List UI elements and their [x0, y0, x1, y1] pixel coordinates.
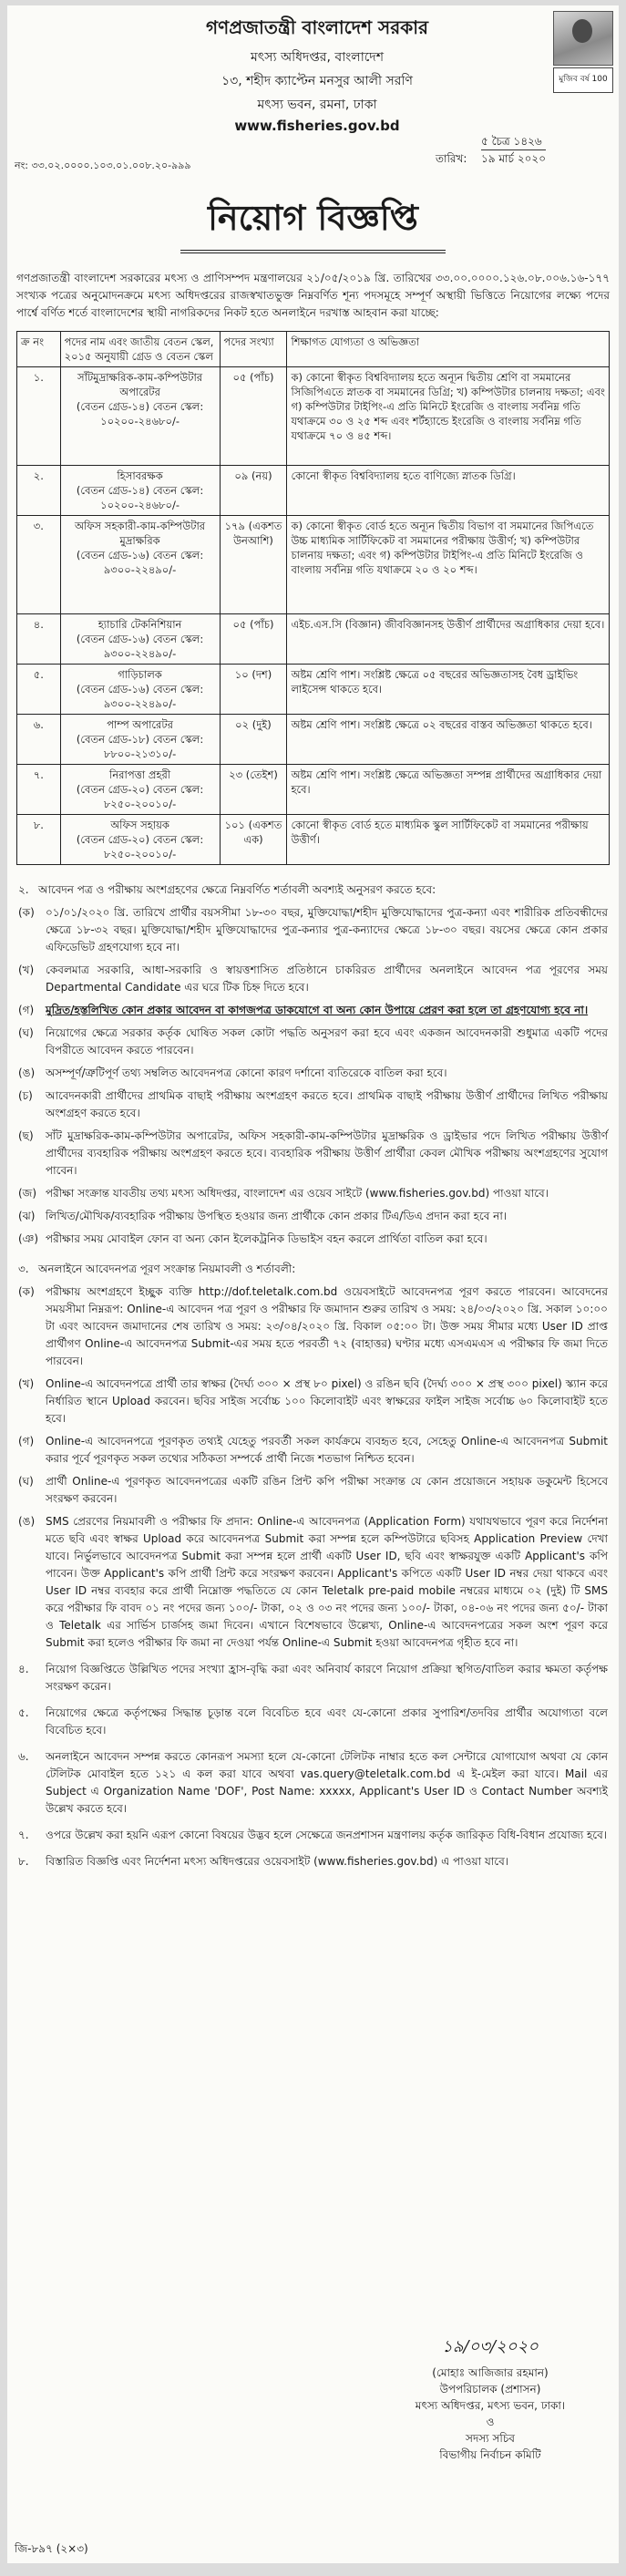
rule-item — [18, 1513, 608, 1652]
item-text: ০১/০১/২০২০ খ্রি. তারিখে প্রার্থীর বয়সসীমা ১৮-৩০ বছর, মুক্তিযোদ্ধা/শহীদ মুক্তিযোদ্ধাদের পুত্র-কন্যা এবং শারীরিক প্রতিবন্ধীদের ক্ষেত্রে ১৮-৩২ বছর। মুক্তিযোদ্ধা/শহীদ মুক্তিযোদ্ধাদের পুত্র-কন্যার পুত্র-কন্যাদের ক্ষেত্রে ১৮-৩০ বছর। বয়সের ক্ষেত্রে কোন প্রকার এফিডেভিট গ্রহণযোগ্য হবে না। — [46, 906, 608, 953]
item-text: প্রার্থী Online-এ পূরণকৃত আবেদনপত্রের একটি রঙিন প্রিন্ট কপি পরীক্ষা সংক্রান্ত যে কোন প্রয়োজনে সহায়ক ডকুমেন্ট হিসেবে সংরক্ষণ করবেন। — [46, 1475, 608, 1505]
section-text: বিস্তারিত বিজ্ঞপ্তি এবং নির্দেশনা মৎস্য অধিদপ্তরের ওয়েবসাইট (www.fisheries.gov.bd) এ পাওয়া যাবে। — [46, 1855, 509, 1868]
intro-paragraph: গণপ্রজাতন্ত্রী বাংলাদেশ সরকারের মৎস্য ও প্রাণিসম্পদ মন্ত্রণালয়ের ২১/০৫/২০১৯ খ্রি. তারিখের ৩৩.০০.০০০০.১২৬.০৮.০০৬.১৬-১৭৭ সংখ্যক পত্রের অনুমোদনক্রমে মৎস্য অধিদপ্তরের রাজস্বখাতভুক্ত নিম্নবর্ণিত শূন্য পদসমূহে সম্পূর্ণ অস্থায়ী ভিত্তিতে নিয়োগের লক্ষ্যে পদের পার্শ্বে বর্ণিত শর্তে বাংলাদেশের স্থায়ী নাগরিকদের নিকট হতে অনলাইনে দরখাস্ত আহবান করা যাচ্ছে: — [16, 272, 610, 319]
department-name: মৎস্য অধিদপ্তর, বাংলাদেশ — [250, 50, 385, 65]
post-scale: (বেতন গ্রেড-১৬) বেতন স্কেল: ৯৩০০-২২৪৯০/- — [76, 633, 204, 660]
row-post — [60, 466, 220, 516]
section-5-row — [18, 1705, 608, 1739]
row-qualification: কোনো স্বীকৃত বিশ্ববিদ্যালয় হতে বাণিজ্যে স্নাতক ডিগ্রি। — [287, 466, 610, 516]
date-bangla: ৫ চৈত্র ১৪২৬ — [481, 133, 546, 150]
item-text: মুদ্রিত/হস্তলিখিত কোন প্রকার আবেদন বা কাগজপত্র ডাকযোগে বা অন্য কোন উপায়ে প্রেরণ করা হলে তা গ্রহণযোগ্য হবে না। — [46, 1004, 589, 1016]
row-post — [60, 367, 220, 466]
item-label: (ঘ) — [18, 1475, 34, 1488]
section-7 — [18, 1827, 608, 1844]
row-qualification: অষ্টম শ্রেণি পাশ। সংশ্লিষ্ট ক্ষেত্রে ০২ বছরের বাস্তব অভিজ্ঞতা থাকতে হবে। — [287, 715, 610, 765]
post-name: অফিস সহকারী-কাম-কম্পিউটার মুদ্রাক্ষরিক — [74, 520, 206, 547]
row-qualification: এইচ.এস.সি (বিজ্ঞান) জীববিজ্ঞানসহ উত্তীর্ণ প্রার্থীদের অগ্রাধিকার দেয়া হবে। — [287, 614, 610, 665]
post-scale: (বেতন গ্রেড-২০) বেতন স্কেল: ৮২৫০-২০০১০/- — [76, 783, 204, 810]
row-post — [60, 516, 220, 614]
section-text: নিয়োগের ক্ষেত্রে কর্তৃপক্ষের সিদ্ধান্ত চূড়ান্ত বলে বিবেচিত হবে এবং যে-কোনো প্রকার সুপারিশ/তদবির প্রার্থীর অযোগ্যতা বলে বিবেচিত হবে। — [46, 1706, 608, 1736]
item-label: (গ) — [18, 1435, 35, 1448]
item-label: (ঙ) — [18, 1515, 36, 1528]
item-text: সাঁট মুদ্রাক্ষরিক-কাম-কম্পিউটার অপারেটর, অফিস সহকারী-কাম-কম্পিউটার মুদ্রাক্ষরিক ও ড্রাইভার পদে লিখিত পরীক্ষায় উত্তীর্ণ প্রার্থীদের ব্যবহারিক পরীক্ষায় অংশগ্রহণ করতে হবে। ব্যবহারিক পরীক্ষায় উত্তীর্ণ প্রার্থীরা কেবল মৌখিক পরীক্ষায় অংশগ্রহণের সুযোগ পাবেন। — [46, 1129, 608, 1177]
item-label: (গ) — [18, 1004, 35, 1016]
post-name: অফিস সহায়ক — [110, 819, 169, 831]
section-heading-text: আবেদন পত্র ও পরীক্ষায় অংশগ্রহণের ক্ষেত্রে নিম্নবর্ণিত শর্তাবলী অবশ্যই অনুসরণ করতে হবে: — [38, 883, 436, 896]
memo-number: নং: ৩৩.০২.০০০০.১০৩.০১.০০৮.২০-৯৯৯ — [15, 160, 191, 171]
section-6-row — [18, 1748, 608, 1818]
row-count: ২৩ (তেইশ) — [220, 765, 287, 815]
post-name: হিসাবরক্ষক — [117, 469, 163, 482]
signatory-office: মৎস্য অধিদপ্তর, মৎস্য ভবন, ঢাকা। — [415, 2399, 566, 2412]
condition-item — [18, 1025, 608, 1059]
signature-block — [372, 2339, 609, 2463]
section-number: ২. — [18, 883, 29, 896]
condition-item — [18, 1087, 608, 1122]
condition-item — [18, 962, 608, 996]
table-row — [17, 466, 610, 516]
item-text: নিয়োগের ক্ষেত্রে সরকার কর্তৃক ঘোষিত সকল কোটা পদ্ধতি অনুসরণ করা হবে এবং একজন আবেদনকারী শুধুমাত্র একটি পদের বিপরীতে আবেদন করতে পারবেন। — [46, 1026, 608, 1056]
condition-item — [18, 1065, 608, 1082]
section-number: ৮. — [18, 1855, 29, 1868]
row-post — [60, 715, 220, 765]
table-row — [17, 715, 610, 765]
item-label: (ঘ) — [18, 1026, 34, 1039]
post-scale: (বেতন গ্রেড-২০) বেতন স্কেল: ৮২৫০-২০০১০/- — [76, 833, 204, 860]
item-text: আবেদনকারী প্রার্থীদের প্রাথমিক বাছাই পরীক্ষায় অংশগ্রহণ করতে হবে। প্রাথমিক বাছাই পরীক্ষায় উত্তীর্ণ প্রার্থীদের লিখিত পরীক্ষায় অংশগ্রহণ করতে হবে। — [46, 1089, 608, 1119]
row-count: ০৯ (নয়) — [220, 466, 287, 516]
title-wrap — [7, 191, 619, 253]
portrait-image — [553, 11, 613, 66]
item-text: পরীক্ষায় অংশগ্রহণে ইচ্ছুক ব্যক্তি http://dof.teletalk.com.bd ওয়েবসাইটে আবেদনপত্র পূরণ করতে পারবেন। আবেদনের সময়সীমা নিম্নরূপ: Online-এ আবেদন পত্র পূরণ ও পরীক্ষার ফি জমাদান শুরুর তারিখ ও সময়: ২৪/০৩/২০২০ খ্রি. সকাল ১০:০০ টা এবং আবেদন জমাদানের শেষ তারিখ ও সময়: ২৩/০৪/২০২০ খ্রি. বিকাল ০৫:০০ টা। উক্ত সময় সীমার মধ্যে User ID প্রাপ্ত প্রার্থীগণ Online-এ আবেদনপত্র Submit-এর সময় হতে পরবর্তী ৭২ (বাহাত্তর) ঘণ্টার মধ্যে এসএমএস এ পরীক্ষার ফি জমা দিতে পারবেন। — [46, 1285, 608, 1367]
row-qualification: ক) কোনো স্বীকৃত বোর্ড হতে অন্যূন দ্বিতীয় বিভাগ বা সমমানের জিপিএতে উচ্চ মাধ্যমিক সার্টিফিকেট বা সমমানের পরীক্ষায় উত্তীর্ণ; খ) কম্পিউটার চালনায় দক্ষতা; এবং গ) কম্পিউটার টাইপিং-এ প্রতি মিনিটে ইংরেজি ও বাংলায় সর্বনিম্ন গতি যথাক্রমে ২০ ও ২০ শব্দ। — [287, 516, 610, 614]
date-english: ১৯ মার্চ ২০২০ — [481, 152, 547, 165]
table-row — [17, 367, 610, 466]
row-post — [60, 614, 220, 665]
item-text: Online-এ আবেদনপত্রে প্রার্থী তার স্বাক্ষর (দৈর্ঘ্য ৩০০ × প্রস্থ ৮০ pixel) ও রঙিন ছবি (দৈর্ঘ্য ৩০০ × প্রস্থ ৩০০ pixel) স্ক্যান করে নির্ধারিত স্থানে Upload করবেন। ছবির সাইজ সর্বোচ্চ ১০০ কিলোবাইট এবং স্বাক্ষরের ফাইল সাইজ সর্বোচ্চ ৬০ কিলোবাইট হতে হবে। — [46, 1377, 608, 1425]
date-block — [481, 133, 546, 167]
signatory-designation: উপপরিচালক (প্রশাসন) — [439, 2383, 541, 2396]
section-4-row — [18, 1661, 608, 1695]
item-label: (চ) — [18, 1089, 33, 1102]
section-number: ৫. — [18, 1706, 29, 1719]
condition-item — [18, 1231, 608, 1248]
table-row — [17, 614, 610, 665]
row-post — [60, 815, 220, 865]
section-heading-text: অনলাইনে আবেদনপত্র পূরণ সংক্রান্ত নিয়মাবলী ও শর্তাবলী: — [38, 1262, 296, 1275]
website-link[interactable]: www.fisheries.gov.bd — [234, 118, 400, 134]
section-3 — [18, 1261, 608, 1652]
vacancy-table — [16, 331, 610, 865]
row-serial: ৬. — [17, 715, 61, 765]
item-label: (ঞ) — [18, 1232, 39, 1245]
row-count: ০৫ (পাঁচ) — [220, 367, 287, 466]
rule-item — [18, 1473, 608, 1508]
condition-item — [18, 1002, 608, 1019]
row-count: ০২ (দুই) — [220, 715, 287, 765]
post-scale: (বেতন গ্রেড-১৬) বেতন স্কেল: ৯৩০০-২২৪৯০/- — [76, 549, 204, 576]
row-serial: ৩. — [17, 516, 61, 614]
section-number: ৪. — [18, 1663, 29, 1675]
post-name: গাড়িচালক — [118, 668, 162, 681]
col-qualification: শিক্ষাগত যোগ্যতা ও অভিজ্ঞতা — [287, 332, 610, 367]
item-label: (ঙ) — [18, 1066, 36, 1079]
condition-item — [18, 1128, 608, 1180]
section-number: ৬. — [18, 1750, 29, 1763]
col-count: পদের সংখ্যা — [220, 332, 287, 367]
item-text: পরীক্ষার সময় মোবাইল ফোন বা অন্য কোন ইলেকট্রনিক ডিভাইস বহন করলে প্রার্থিতা বাতিল করা হবে। — [46, 1232, 487, 1245]
post-scale: (বেতন গ্রেড-১৮) বেতন স্কেল: ৮৮০০-২১৩১০/- — [76, 733, 204, 760]
row-count: ১৭৯ (একশত উনআশি) — [220, 516, 287, 614]
notice-title: নিয়োগ বিজ্ঞপ্তি — [180, 191, 446, 253]
item-label: (ছ) — [18, 1129, 34, 1142]
row-qualification: কোনো স্বীকৃত বোর্ড হতে মাধ্যমিক স্কুল সার্টিফিকেট বা সমমানের পরীক্ষায় উত্তীর্ণ। — [287, 815, 610, 865]
col-post: পদের নাম এবং জাতীয় বেতন স্কেল, ২০১৫ অনুযায়ী গ্রেড ও বেতন স্কেল — [60, 332, 220, 367]
section-7-row — [18, 1827, 608, 1844]
date-label: তারিখ: — [436, 152, 467, 165]
post-name: পাম্প অপারেটর — [107, 718, 173, 731]
signatory-committee: বিভাগীয় নির্বাচন কমিটি — [439, 2448, 541, 2461]
footer-code: জি-৮৯৭ (২×৩) — [15, 2542, 88, 2555]
table-header-row — [17, 332, 610, 367]
section-8-row — [18, 1853, 608, 1870]
item-label: (ক) — [18, 1285, 35, 1298]
row-post — [60, 665, 220, 715]
row-count: ০৫ (পাঁচ) — [220, 614, 287, 665]
row-serial: ১. — [17, 367, 61, 466]
building-line: মৎস্য ভবন, রমনা, ঢাকা — [257, 98, 377, 112]
row-post — [60, 765, 220, 815]
handwritten-signature: ১৯/০৩/২০২০ — [442, 2337, 539, 2356]
post-name: হ্যাচারি টেকনিশিয়ান — [97, 618, 182, 631]
row-serial: ৪. — [17, 614, 61, 665]
row-count: ১০১ (একশত এক) — [220, 815, 287, 865]
section-text: ওপরে উল্লেখ করা হয়নি এরূপ কোনো বিষয়ের উদ্ভব হলে সেক্ষেত্রে জনপ্রশাসন মন্ত্রণালয় কর্তৃক জারিকৃত বিধি-বিধান প্রযোজ্য হবে। — [46, 1829, 608, 1841]
item-label: (খ) — [18, 1377, 35, 1390]
row-serial: ৮. — [17, 815, 61, 865]
item-label: (ঝ) — [18, 1210, 36, 1222]
table-row — [17, 815, 610, 865]
section-text: নিয়োগ বিজ্ঞপ্তিতে উল্লিখিত পদের সংখ্যা হ্রাস-বৃদ্ধি করা এবং অনিবার্য কারণে নিয়োগ প্রক্রিয়া স্থগিত/বাতিল করার ক্ষমতা কর্তৃপক্ষ সংরক্ষণ করেন। — [46, 1663, 608, 1693]
post-scale: (বেতন গ্রেড-১৪) বেতন স্কেল: ১০২০০-২৪৬৮০/- — [76, 484, 204, 511]
letterhead-text — [80, 15, 554, 134]
row-serial: ২. — [17, 466, 61, 516]
post-scale: (বেতন গ্রেড-১৬) বেতন স্কেল: ৯৩০০-২২৪৯০/- — [76, 683, 204, 710]
rule-item — [18, 1376, 608, 1427]
address-line: ১৩, শহীদ ক্যাপ্টেন মনসুর আলী সরণি — [221, 74, 413, 88]
mujib-year-logo: মুজিব বর্ষ 100 — [553, 67, 613, 93]
letterhead — [7, 5, 619, 188]
col-serial: ক্র নং — [17, 332, 61, 367]
item-text: লিখিত/মৌখিক/ব্যবহারিক পরীক্ষায় উপস্থিত হওয়ার জন্য প্রার্থীকে কোন প্রকার টিএ/ডিএ প্রদান করা হবে না। — [46, 1210, 508, 1222]
item-text: পরীক্ষা সংক্রান্ত যাবতীয় তথ্য মৎস্য অধিদপ্তর, বাংলাদেশ এর ওয়েব সাইটে (www.fisheries.gov.bd) পাওয়া যাবে। — [46, 1187, 549, 1200]
row-qualification: অষ্টম শ্রেণি পাশ। সংশ্লিষ্ট ক্ষেত্রে অভিজ্ঞতা সম্পন্ন প্রার্থীদের অগ্রাধিকার দেয়া হবে। — [287, 765, 610, 815]
row-qualification: ক) কোনো স্বীকৃত বিশ্ববিদ্যালয় হতে অন্যূন দ্বিতীয় শ্রেণি বা সমমানের সিজিপিএতে স্নাতক বা সমমানের ডিগ্রি; খ) কম্পিউটার চালনায় দক্ষতা; এবং গ) কম্পিউটার টাইপিং-এ প্রতি মিনিটে ইংরেজি ও বাংলায় সর্বনিম্ন গতি যথাক্রমে ৩০ ও ২৫ শব্দ এবং শর্টহ্যান্ডে ইংরেজি ও বাংলায় সর্বনিম্ন গতি যথাক্রমে ৭০ ও ৪৫ শব্দ। — [287, 367, 610, 466]
rule-item — [18, 1283, 608, 1370]
row-qualification: অষ্টম শ্রেণি পাশ। সংশ্লিষ্ট ক্ষেত্রে ০৫ বছরের অভিজ্ঞতাসহ বৈধ ড্রাইভিং লাইসেন্স থাকতে হবে। — [287, 665, 610, 715]
section-number: ৭. — [18, 1829, 29, 1841]
row-serial: ৫. — [17, 665, 61, 715]
table-row — [17, 765, 610, 815]
signatory-role: সদস্য সচিব — [466, 2432, 515, 2445]
section-2-heading — [18, 881, 608, 899]
row-count: ১০ (দশ) — [220, 665, 287, 715]
post-scale: (বেতন গ্রেড-১৪) বেতন স্কেল: ১০২০০-২৪৬৮০/- — [76, 400, 204, 428]
government-name: গণপ্রজাতন্ত্রী বাংলাদেশ সরকার — [206, 16, 428, 38]
notice-page — [7, 5, 619, 2563]
condition-item — [18, 1208, 608, 1225]
item-text: অসম্পূর্ণ/ত্রুটিপূর্ণ তথ্য সম্বলিত আবেদনপত্র কোনো কারণ দর্শানো ব্যতিরেকে বাতিল করা হবে। — [46, 1066, 447, 1079]
section-8 — [18, 1853, 608, 1870]
section-number: ৩. — [18, 1262, 29, 1275]
signatory-name: (মোহাঃ আজিজার রহমান) — [432, 2366, 549, 2379]
section-3-heading — [18, 1261, 608, 1278]
item-label: (জ) — [18, 1187, 37, 1200]
signatory-and: ও — [486, 2416, 495, 2428]
section-text: অনলাইনে আবেদন সম্পন্ন করতে কোনরূপ সমস্যা হলে যে-কোনো টেলিটক নাম্বার হতে কল সেন্টারে যোগাযোগ অথবা যে কোন টেলিটক মোবাইল হতে ১২১ এ কল করা যাবে অথবা vas.query@teletalk.com.bd এ ই-মেইল করা যাবে। Mail এর Subject এ Organization Name 'DOF', Post Name: xxxxx, Applicant's User ID ও Contact Number অবশ্যই উল্লেখ করতে হবে। — [46, 1750, 608, 1815]
item-text: SMS প্রেরণের নিয়মাবলী ও পরীক্ষার ফি প্রদান: Online-এ আবেদনপত্র (Application Form) যথাযথভাবে পূরণ করে নির্দেশনা মতে ছবি এবং স্বাক্ষর Upload করে আবেদনপত্র Submit করা সম্পন্ন হলে কম্পিউটারে ছবিসহ Application Preview দেখা যাবে। নির্ভুলভাবে আবেদনপত্র Submit করা সম্পন্ন হলে প্রার্থী একটি User ID, ছবি এবং স্বাক্ষরযুক্ত একটি Applicant's কপি পাবেন। উক্ত Applicant's কপি প্রার্থী প্রিন্ট করে সংরক্ষণ করবেন। Applicant's কপিতে একটি User ID নম্বর দেয়া থাকবে এবং User ID নম্বর ব্যবহার করে প্রার্থী নিম্নোক্ত পদ্ধতিতে যে কোন Teletalk pre-paid mobile নম্বরের মাধ্যমে ০২ (দুই) টি SMS করে পরীক্ষার ফি বাবদ ০১ নং পদের জন্য ১০০/- টাকা, ০২ ও ০৩ নং পদের জন্য ১০০/- টাকা, ০৪-০৬ নং পদের জন্য ৫০/- টাকা ও Teletalk এর সার্ভিস চার্জসহ জমা দিবেন। এখানে বিশেষভাবে উল্লেখ্য, Online-এ আবেদনপত্রের সকল অংশ পূরণ করে Submit করা হলেও পরীক্ষার ফি জমা না দেওয়া পর্যন্ত Online-এ Submit হওয়া আবেদনপত্র গৃহীত হবে না। — [46, 1515, 608, 1649]
rule-item — [18, 1433, 608, 1468]
section-2 — [18, 881, 608, 1248]
section-4 — [18, 1661, 608, 1695]
post-name: সাঁটমুদ্রাক্ষরিক-কাম-কম্পিউটার অপারেটর — [77, 371, 203, 398]
section-6 — [18, 1748, 608, 1818]
item-label: (খ) — [18, 963, 35, 976]
condition-item — [18, 1185, 608, 1202]
item-text: Online-এ আবেদনপত্রে পূরণকৃত তথ্যই যেহেতু পরবর্তী সকল কার্যক্রমে ব্যবহৃত হবে, সেহেতু Online-এ আবেদনপত্র Submit করার পূর্বে পূরণকৃত সকল তথ্যের সঠিকতা সম্পর্কে প্রার্থী নিজে শতভাগ নিশ্চিত হবেন। — [46, 1435, 608, 1465]
post-name: নিরাপত্তা প্রহরী — [109, 768, 171, 781]
table-row — [17, 665, 610, 715]
table-row — [17, 516, 610, 614]
row-serial: ৭. — [17, 765, 61, 815]
condition-item — [18, 904, 608, 956]
item-label: (ক) — [18, 906, 35, 919]
item-text: কেবলমাত্র সরকারি, আধা-সরকারি ও স্বায়ত্তশাসিত প্রতিষ্ঠানে চাকরিরত প্রার্থীদের অনলাইনে আবেদন পত্র পূরণের সময় Departmental Candidate এর ঘরে টিক চিহ্ন দিতে হবে। — [46, 963, 608, 994]
section-5 — [18, 1705, 608, 1739]
